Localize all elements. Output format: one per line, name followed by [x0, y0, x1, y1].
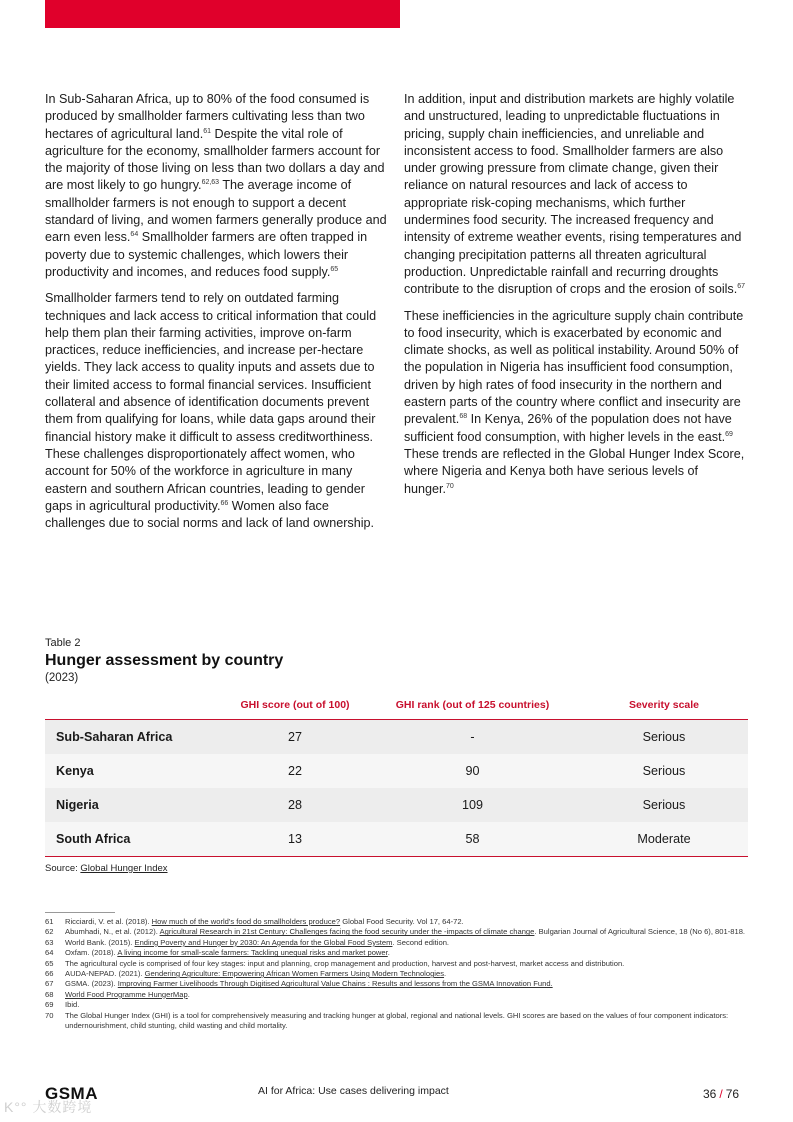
footnote-link[interactable]: Improving Farmer Livelihoods Through Digitised Agricultural Value Chains : Results and lessons from the GSMA Innovation Fund. — [117, 979, 553, 989]
footnote-number: 70 — [45, 1010, 54, 1020]
cell-country: Nigeria — [45, 788, 225, 822]
footnotes — [45, 917, 750, 1031]
footnote-reference[interactable]: 65 — [330, 265, 339, 273]
footnote-number: 61 — [45, 917, 54, 926]
footnote-number: 64 — [45, 948, 54, 958]
footnote-item — [45, 979, 750, 989]
footnote-link[interactable]: Agricultural Research in 21st Century: Challenges facing the food security under the -impacts of climate change — [159, 927, 535, 937]
cell-country: Sub-Saharan Africa — [45, 720, 225, 755]
table-row — [45, 720, 748, 755]
header-ghi-rank: GHI rank (out of 125 countries) — [365, 691, 580, 720]
footnote-suffix: . — [187, 989, 190, 999]
footnote-text — [65, 969, 750, 979]
footnote-text — [65, 979, 750, 989]
footnote-suffix: . — [387, 948, 390, 958]
footnote-text — [65, 990, 750, 1000]
table-year: (2023) — [45, 672, 79, 684]
footnote-link[interactable]: A living income for small-scale farmers: Tackling unequal risks and market power — [117, 948, 388, 958]
paragraph-text: Women also face challenges due to social norms and lack of land ownership. — [45, 498, 375, 531]
hunger-table — [45, 691, 748, 857]
paragraph-text: Smallholder farmers are often trapped in poverty due to systemic challenges, which lowers their productivity and incomes, and reduces food supply. — [45, 230, 368, 279]
footnote-link[interactable]: Gendering Agriculture: Empowering African Women Farmers Using Modern Technologies — [144, 969, 445, 979]
footnote-link[interactable]: Ending Poverty and Hunger by 2030: An Agenda for the Global Food System — [134, 937, 393, 947]
cell-severity: Moderate — [580, 822, 748, 857]
footnote-suffix: Global Food Security. Vol 17, 64-72. — [340, 917, 464, 926]
cell-score: 27 — [225, 720, 365, 755]
header-ghi-score: GHI score (out of 100) — [225, 691, 365, 720]
footnote-citation: The Global Hunger Index (GHI) is a tool for comprehensively measuring and tracking hunger at global, regional and national levels. GHI scores are based on the values of four component indicators: undernourishment, child stunting, child wasting and child mortality. — [65, 1010, 729, 1031]
cell-rank: - — [365, 720, 580, 755]
footnote-reference[interactable]: 61 — [203, 127, 212, 135]
footer-document-title: AI for Africa: Use cases delivering impact — [258, 1085, 449, 1097]
watermark: K°° 大数跨境 — [4, 1099, 93, 1115]
table-title: Hunger assessment by country — [45, 652, 284, 669]
source-prefix: Source: — [45, 863, 81, 874]
cell-severity: Serious — [580, 720, 748, 755]
footnote-link[interactable]: How much of the world's food do smallholders produce? — [151, 917, 341, 926]
table-row — [45, 754, 748, 788]
footnote-number: 69 — [45, 1000, 54, 1010]
footnote-link[interactable]: World Food Programme HungerMap — [65, 989, 188, 999]
footnote-number: 65 — [45, 958, 54, 968]
body-paragraph — [404, 91, 746, 299]
footnote-suffix: . Bulgarian Journal of Agricultural Science, 18 (No 6), 801-818. — [534, 927, 746, 937]
paragraph-text: In addition, input and distribution markets are highly volatile and unstructured, leading to unpredictable fluctuations in pricing, supply chain inefficiencies, and unreliable and inconsistent access to food. Smallholder farmers are also under growing pressure from climate change, given their reliance on natural resources and lack of access to appropriate risk-coping mechanisms, which further undermines food security. The increased frequency and intensity of extreme weather events, rising temperatures and changing precipitation patterns all threaten agricultural production. Unpredictable rainfall and recurring droughts contribute to the disruption of crops and the erosion of soils. — [404, 92, 742, 297]
page-separator: / — [719, 1087, 723, 1101]
body-paragraph — [404, 308, 746, 498]
body-paragraph — [45, 91, 387, 281]
footnote-divider — [45, 912, 115, 913]
cell-score: 22 — [225, 754, 365, 788]
footnote-text — [65, 959, 750, 969]
table-kicker: Table 2 — [45, 637, 81, 649]
footnote-reference[interactable]: 62,63 — [201, 179, 220, 187]
footnote-reference[interactable]: 67 — [737, 283, 746, 291]
footnote-item — [45, 917, 750, 927]
footnote-citation: World Bank. (2015). — [65, 937, 135, 947]
footnote-reference[interactable]: 70 — [446, 482, 454, 490]
footnote-number: 67 — [45, 979, 54, 989]
footnote-suffix: . Second edition. — [392, 937, 450, 947]
cell-rank: 90 — [365, 754, 580, 788]
cell-severity: Serious — [580, 754, 748, 788]
cell-rank: 58 — [365, 822, 580, 857]
footnote-reference[interactable]: 68 — [459, 413, 468, 421]
footnote-citation: Abumhadi, N., et al. (2012). — [65, 927, 160, 937]
footnote-item — [45, 969, 750, 979]
page-total: 76 — [725, 1087, 740, 1101]
footnote-item — [45, 959, 750, 969]
footnote-citation: GSMA. (2023). — [65, 979, 118, 989]
footnote-item — [45, 1000, 750, 1010]
cell-score: 13 — [225, 822, 365, 857]
paragraph-text: These inefficiencies in the agriculture supply chain contribute to food insecurity, which is exacerbated by economic and climate shocks, as well as political instability. Around 50% of the population in Nigeria has insufficient food consumption, driven by high rates of food insecurity in the northern and eastern parts of the country where conflict and insecurity are prevalent. — [404, 308, 744, 427]
footnote-number: 66 — [45, 969, 54, 979]
header-severity: Severity scale — [580, 691, 748, 720]
body-paragraph — [45, 290, 387, 532]
footnote-citation: AUDA-NEPAD. (2021). — [65, 969, 145, 979]
gsma-logo: GSMA — [45, 1084, 98, 1103]
cell-country: Kenya — [45, 754, 225, 788]
footnote-citation: Oxfam. (2018). — [65, 948, 118, 958]
cell-country: South Africa — [45, 822, 225, 857]
paragraph-text: These trends are reflected in the Global Hunger Index Score, where Nigeria and Kenya both have serious levels of hunger. — [404, 446, 745, 496]
footnote-citation: The agricultural cycle is comprised of four key stages: input and planning, crop management and production, harvest and post-harvest, market access and distribution. — [65, 958, 625, 968]
footnote-reference[interactable]: 69 — [725, 430, 733, 438]
cell-score: 28 — [225, 788, 365, 822]
paragraph-text: In Sub-Saharan Africa, up to 80% of the food consumed is produced by smallholder farmers cultivating less than two hectares of agricultural land. — [45, 92, 370, 141]
table-header-row — [45, 691, 748, 720]
right-column — [404, 91, 746, 507]
footnote-item — [45, 948, 750, 958]
source-link[interactable]: Global Hunger Index — [80, 863, 168, 874]
footnote-number: 68 — [45, 989, 54, 999]
footnote-text — [65, 927, 750, 937]
header-country — [45, 691, 225, 720]
footnote-citation: Ibid. — [65, 1000, 80, 1010]
footnote-reference[interactable]: 64 — [130, 231, 139, 239]
header-accent-bar — [45, 0, 400, 28]
footnote-number: 63 — [45, 937, 54, 947]
footnote-text — [65, 938, 750, 948]
footnote-number: 62 — [45, 927, 54, 937]
footnote-item — [45, 927, 750, 937]
footnote-item — [45, 938, 750, 948]
footnote-text — [65, 948, 750, 958]
hunger-table-block — [45, 636, 748, 874]
paragraph-text: In Kenya, 26% of the population does not have sufficient food consumption, with higher levels in the east. — [404, 412, 732, 444]
paragraph-text: Despite the vital role of agriculture for the economy, smallholder farmers account for the majority of those living on less than two dollars a day and are most likely to go hungry. — [45, 126, 385, 193]
table-row — [45, 788, 748, 822]
footnote-item — [45, 990, 750, 1000]
page-number — [703, 1087, 739, 1101]
cell-severity: Serious — [580, 788, 748, 822]
cell-rank: 109 — [365, 788, 580, 822]
paragraph-text: The average income of smallholder farmers is not enough to support a decent standard of living, and women farmers generally produce and earn even less. — [45, 178, 387, 245]
footnote-text — [65, 1011, 750, 1032]
page-current: 36 — [703, 1087, 717, 1101]
paragraph-text: Smallholder farmers tend to rely on outdated farming techniques and lack access to critical information that could help them plan their farming activities, improve on-farm practices, reduce inefficiencies, and increase per-hectare yields. They lack access to quality inputs and assets due to their limited access to formal financial services. Insufficient collateral and absence of identification documents prevent them from qualifying for loans, while data gaps around their financial history make it difficult to assess creditworthiness. These challenges disproportionately affect women, who account for 50% of the workforce in agriculture in many eastern and southern African countries, leading to gender gaps in agricultural productivity. — [45, 291, 377, 513]
footnote-item — [45, 1011, 750, 1032]
footnote-text — [65, 917, 750, 927]
footnote-text — [65, 1000, 750, 1010]
table-row — [45, 822, 748, 857]
left-column — [45, 91, 387, 541]
table-source — [45, 863, 748, 874]
footnote-reference[interactable]: 66 — [220, 499, 229, 507]
footnote-citation: Ricciardi, V. et al. (2018). — [65, 917, 152, 926]
footnote-suffix: . — [444, 969, 447, 979]
